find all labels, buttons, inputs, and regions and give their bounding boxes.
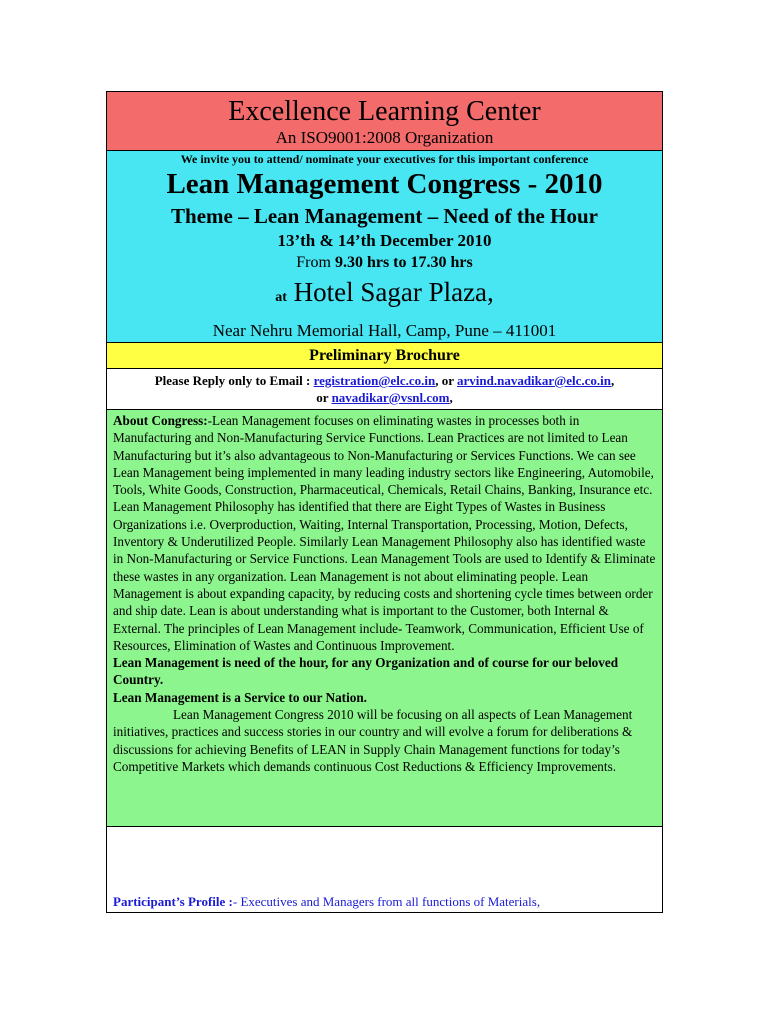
event-venue <box>107 274 662 316</box>
brochure-label: Preliminary Brochure <box>309 347 460 364</box>
about-bold-2: Lean Management is a Service to our Nation. <box>113 689 367 705</box>
event-dates: 13’th & 14’th December 2010 <box>277 231 492 250</box>
organization-header <box>107 92 662 151</box>
participant-profile-section <box>107 827 662 912</box>
organization-name: Excellence Learning Center <box>228 96 541 127</box>
venue-name: Hotel Sagar Plaza, <box>293 277 494 307</box>
about-label: About Congress: <box>113 413 208 428</box>
contact-text: Please Reply only to Email : registration@elc.co.in, or arvind.navadikar@elc.co.in, or navadikar@vsnl.com, <box>154 373 615 405</box>
profile-text: - Executives and Managers from all functions of Materials, <box>232 894 541 909</box>
about-bold-1: Lean Management is need of the hour, for any Organization and of course for our beloved Country. <box>113 655 619 688</box>
invitation-text: We invite you to attend/ nominate your executives for this important conference <box>180 152 589 166</box>
email-link-registration[interactable]: registration@elc.co.in <box>313 373 436 388</box>
about-congress-section <box>107 410 662 827</box>
event-title: Lean Management Congress - 2010 <box>166 168 603 200</box>
venue-at: at <box>275 290 287 305</box>
about-focus-paragraph: Lean Management Congress 2010 will be focusing on all aspects of Lean Management initiatives, practices and success stories in our country and will evolve a forum for deliberations & discussions for achieving Benefits of LEAN in Supply Chain Management functions for today’s Competitive Markets which demands continuous Cost Reductions & Efficiency Improvements. <box>113 707 633 774</box>
organization-subtitle: An ISO9001:2008 Organization <box>275 128 494 147</box>
profile-label: Participant’s Profile : <box>113 894 233 909</box>
brochure-label-row <box>107 343 662 369</box>
venue-address: Near Nehru Memorial Hall, Camp, Pune – 411001 <box>212 321 557 340</box>
brochure-document <box>106 91 663 913</box>
event-details <box>107 151 662 343</box>
participant-profile <box>113 893 540 910</box>
email-link-navadikar[interactable]: navadikar@vsnl.com <box>331 390 450 405</box>
event-theme: Theme – Lean Management – Need of the Hour <box>171 204 598 228</box>
contact-row <box>107 369 662 410</box>
about-paragraph: About Congress:-Lean Management focuses on eliminating wastes in processes both in Manufacturing and Non-Manufacturing Service Functions. Lean Practices are not limited to Lean Manufacturing but it’s also advantageous to Non-Manufacturing or Services Functions. We can see Lean Management being implemented in many leading industry sectors like Engineering, Automobile, Tools, White Goods, Construction, Pharmaceutical, Chemicals, Retail Chains, Banking, Insurance etc. Lean Management Philosophy has identified that there are Eight Types of Wastes in Business Organizations i.e. Overproduction, Waiting, Internal Transportation, Processing, Motion, Defects, Inventory & Underutilized People. Similarly Lean Management Philosophy also has identified waste in Non-Manufacturing or Service Functions. Lean Management Tools are used to Identify & Eliminate these wastes in any organization. Lean Management is not about eliminating people. Lean Management is about expanding capacity, by reducing costs and shortening cycle times between order and ship date. Lean is about understanding what is important to the Customer, both Internal & External. The principles of Lean Management include- Teamwork, Communication, Efficient Use of Resources, Elimination of Wastes and Continuous Improvement. <box>113 413 656 653</box>
event-time: From 9.30 hrs to 17.30 hrs <box>296 254 473 271</box>
email-link-arvind[interactable]: arvind.navadikar@elc.co.in <box>457 373 612 388</box>
